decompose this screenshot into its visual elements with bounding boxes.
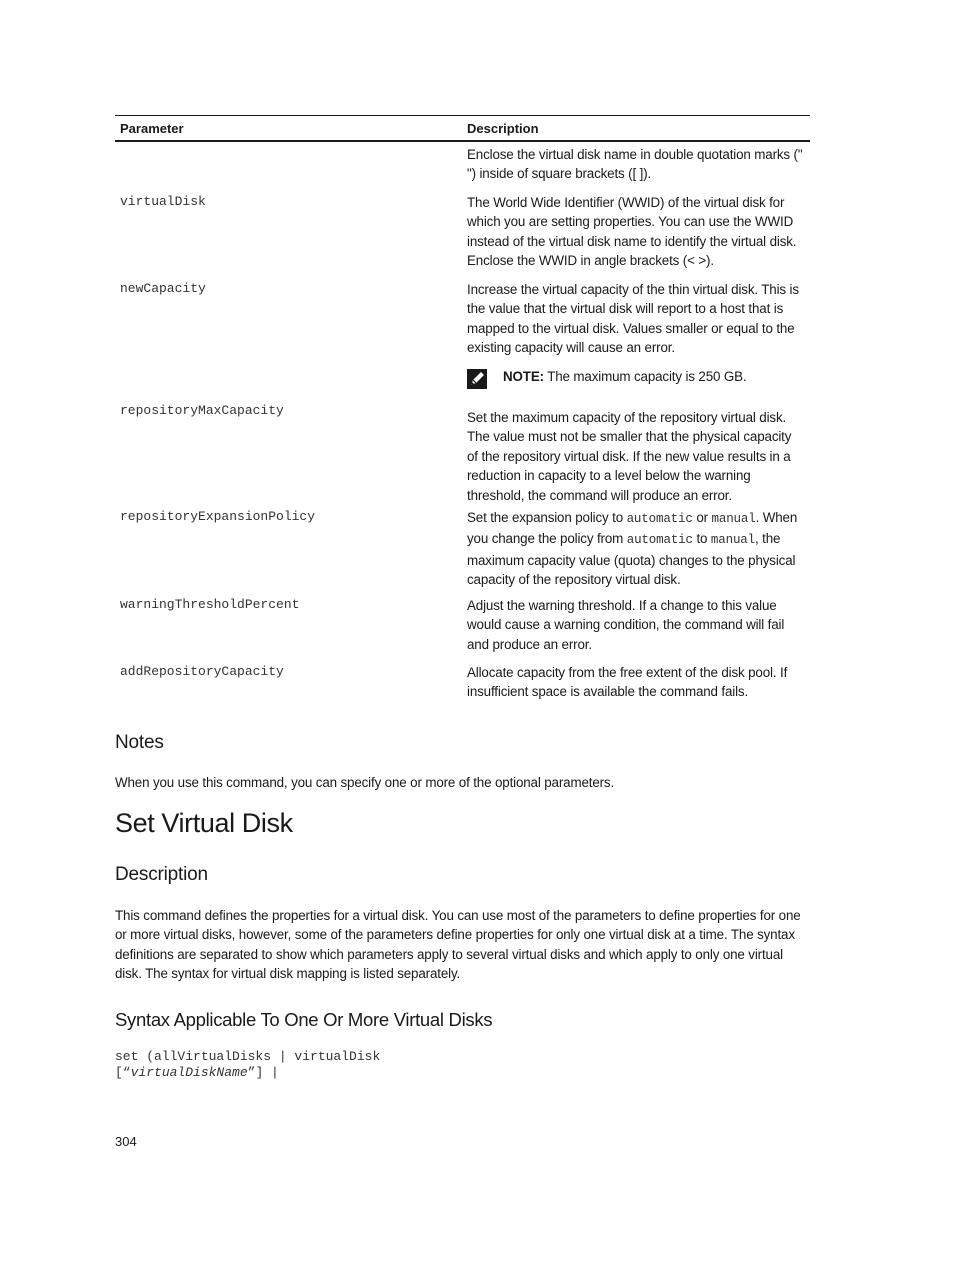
param-name: repositoryExpansionPolicy (120, 509, 316, 524)
table-row (115, 402, 810, 505)
notes-heading: Notes (115, 732, 164, 753)
param-name: virtualDisk (120, 194, 206, 209)
parameter-table (115, 115, 810, 700)
code-automatic: automatic (626, 512, 693, 526)
syntax-code: set (allVirtualDisks | virtualDisk [“virtualDiskName”] | (115, 1049, 381, 1080)
param-name: repositoryMaxCapacity (120, 403, 284, 418)
note-callout (467, 367, 804, 390)
code-manual: manual (710, 533, 756, 548)
param-description: The World Wide Identifier (WWID) of the virtual disk for which you are setting properties. You can use the WWID instead of the virtual disk name to identify the virtual disk. Enclose the WWID in angle brackets (< >). (467, 195, 797, 269)
note-text: The maximum capacity is 250 GB. (543, 368, 747, 384)
param-description: Enclose the virtual disk name in double quotation marks (" ") inside of square brackets ([ ]). (467, 147, 803, 182)
param-description: Set the maximum capacity of the repository virtual disk. The value must not be smaller that the physical capacity of the repository virtual disk. If the new value results in a reduction in capacity to a level below the warning threshold, the command will produce an error. (467, 410, 792, 503)
note-label: NOTE: (503, 368, 544, 384)
description-text: This command defines the properties for a virtual disk. You can use most of the parameters to define properties for one or more virtual disks, however, some of the parameters define properties for only one virtual disk at a time. The syntax definitions are separated to show which parameters apply to several virtual disks and which apply to only one virtual disk. The syntax for virtual disk mapping is listed separately. (115, 908, 801, 982)
param-name (115, 145, 462, 184)
header-description: Description (467, 120, 539, 136)
table-row (115, 596, 810, 654)
table-row (115, 193, 810, 271)
notes-text: When you use this command, you can specify one or more of the optional parameters. (115, 775, 615, 790)
param-description: Allocate capacity from the free extent of the disk pool. If insufficient space is available the command fails. (467, 665, 788, 700)
table-row (115, 508, 810, 590)
pencil-note-icon (467, 368, 489, 390)
table-header (115, 116, 810, 142)
description-heading: Description (115, 864, 208, 885)
code-manual: manual (711, 512, 756, 526)
syntax-heading: Syntax Applicable To One Or More Virtual Disks (115, 1009, 493, 1030)
param-description: Adjust the warning threshold. If a change to this value would cause a warning condition, the command will fail and produce an error. (467, 598, 785, 652)
table-row (115, 145, 810, 184)
param-description: Increase the virtual capacity of the thin virtual disk. This is the value that the virtual disk will report to a host that is mapped to the virtual disk. Values smaller or equal to the existing capacity will cause an error. (467, 282, 799, 356)
page-number: 304 (115, 1134, 137, 1149)
table-row (115, 280, 810, 390)
param-name: newCapacity (120, 281, 206, 296)
table-row (115, 663, 810, 702)
param-name: addRepositoryCapacity (120, 664, 284, 679)
code-automatic: automatic (626, 533, 693, 548)
header-parameter: Parameter (120, 120, 184, 136)
param-description: Set the expansion policy to automatic or manual. When you change the policy from automatic to manual, the maximum capacity value (quota) changes to the physical capacity of the repository virtual disk. (467, 510, 798, 588)
page-title: Set Virtual Disk (115, 808, 293, 838)
param-name: warningThresholdPercent (120, 597, 300, 612)
